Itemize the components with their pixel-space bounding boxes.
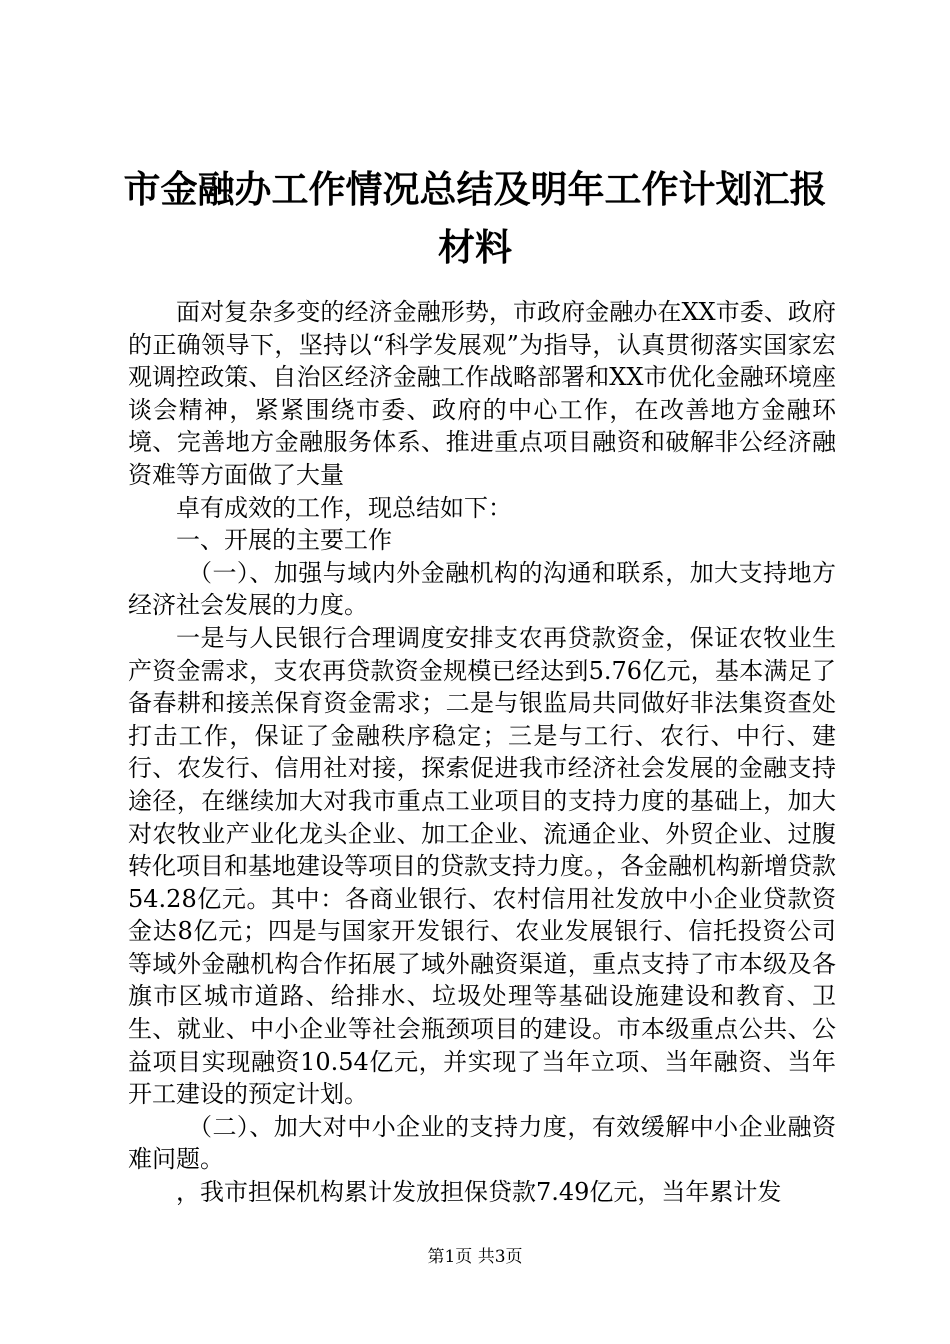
subsection-heading-2: （二）、加大对中小企业的支持力度，有效缓解中小企业融资难问题。: [128, 1112, 836, 1174]
paragraph-guarantee-loans: ，我市担保机构累计发放担保贷款7.49亿元，当年累计发: [176, 1178, 782, 1207]
document-body: [128, 296, 836, 1209]
document-title: 市金融办工作情况总结及明年工作计划汇报材料: [123, 167, 827, 269]
paragraph-intro: 面对复杂多变的经济金融形势，市政府金融办在XX市委、政府的正确领导下，坚持以“科学发展观”为指导，认真贯彻落实国家宏观调控政策、自治区经济金融工作战略部署和XX市优化金融环境座谈会精神，紧紧围绕市委、政府的中心工作，在改善地方金融环境、完善地方金融服务体系、推进重点项目融资和破解非公经济融资难等方面做了大量: [128, 298, 836, 489]
paragraph-financial-cooperation: 一是与人民银行合理调度安排支农再贷款资金，保证农牧业生产资金需求，支农再贷款资金规模已经达到5.76亿元，基本满足了备春耕和接羔保育资金需求；二是与银监局共同做好非法集资查处打击工作，保证了金融秩序稳定；三是与工行、农行、中行、建行、农发行、信用社对接，探索促进我市经济社会发展的金融支持途径，在继续加大对我市重点工业项目的支持力度的基础上，加大对农牧业产业化龙头企业、加工企业、流通企业、外贸企业、过腹转化项目和基地建设等项目的贷款支持力度。，各金融机构新增贷款54.28亿元。其中：各商业银行、农村信用社发放中小企业贷款资金达8亿元；四是与国家开发银行、农业发展银行、信托投资公司等域外金融机构合作拓展了域外融资渠道，重点支持了市本级及各旗市区城市道路、给排水、垃圾处理等基础设施建设和教育、卫生、就业、中小企业等社会瓶颈项目的建设。市本级重点公共、公益项目实现融资10.54亿元，并实现了当年立项、当年融资、当年开工建设的预定计划。: [128, 623, 836, 1109]
section-heading-main-work: 一、开展的主要工作: [176, 526, 392, 555]
subsection-heading-1: （一）、加强与域内外金融机构的沟通和联系，加大支持地方经济社会发展的力度。: [128, 558, 836, 620]
paragraph-summary-lead: 卓有成效的工作，现总结如下：: [176, 493, 512, 522]
page-footer: 第1页 共3页: [427, 1247, 523, 1267]
